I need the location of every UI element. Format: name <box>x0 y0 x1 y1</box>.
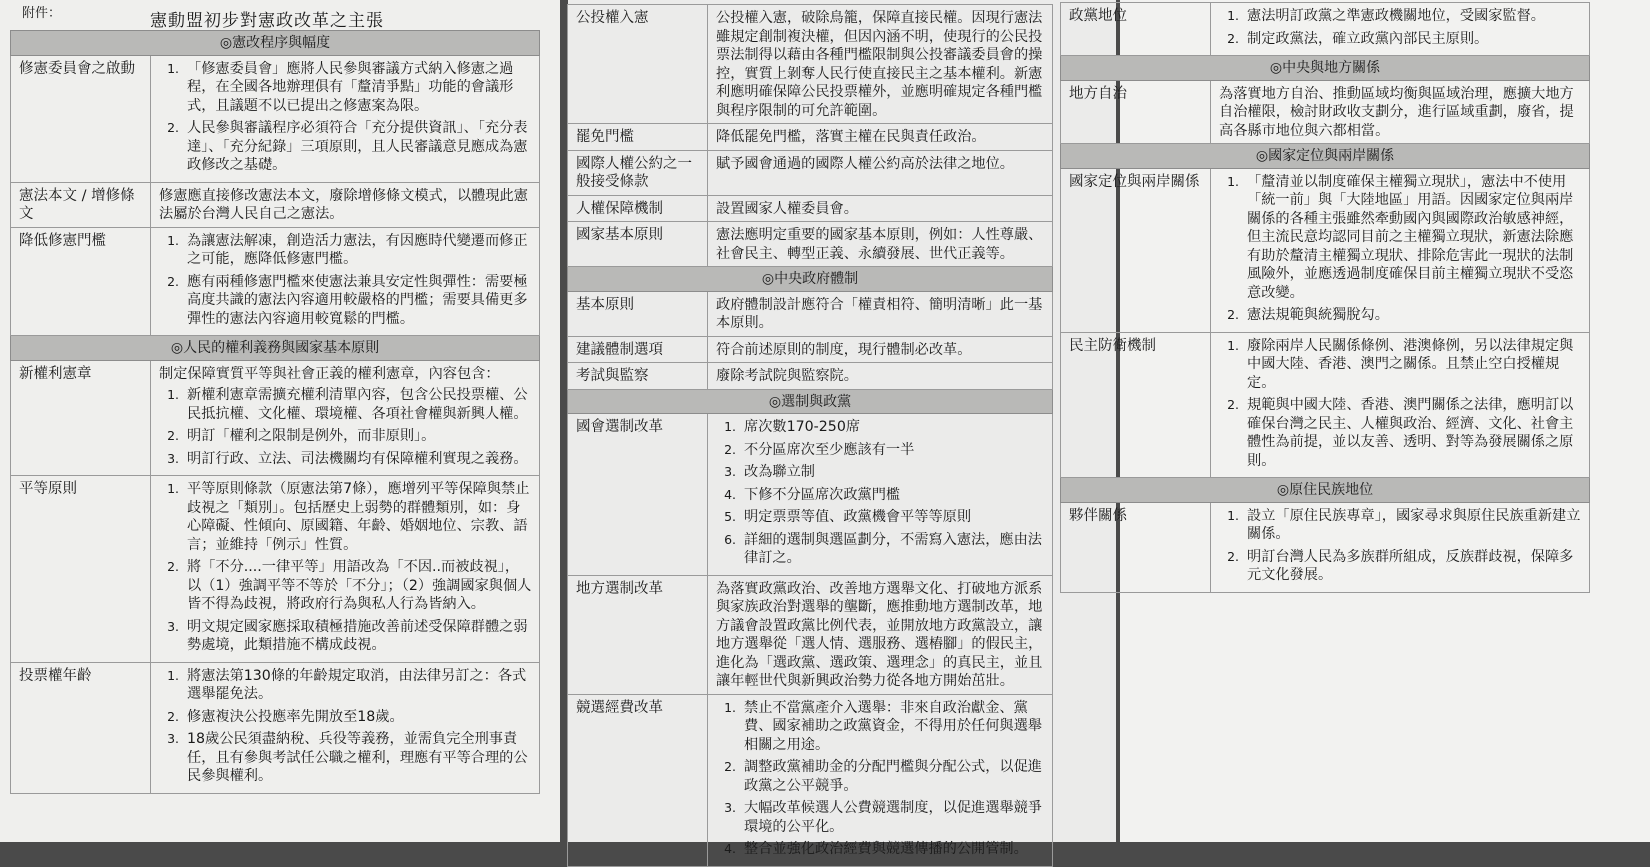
row-content: 為落實政黨政治、改善地方選舉文化、打破地方派系與家族政治對選舉的壟斷，應推動地方選制改革，地方議會設置政黨比例代表，並開放地方政黨設立，讓地方選舉從「選人情、選服務、選樁腳」的假民主，進化為「選政黨、選政策、選理念」的真民主，並且讓年輕世代與新興政治勢力從各地方開始茁壯。 <box>708 575 1053 694</box>
list-item: 2. 應有兩種修憲門檻來使憲法兼具安定性與彈性：需要極高度共識的憲法內容適用較嚴格的門檻；需要具備更多彈性的憲法內容適用較寬鬆的門檻。 <box>183 273 533 329</box>
section-header-row <box>11 336 540 361</box>
item-list <box>159 480 533 655</box>
item-list <box>716 418 1046 568</box>
row-content <box>151 55 540 182</box>
row-content: 政府體制設計應符合「權責相符、簡明清晰」此一基本原則。 <box>708 291 1053 336</box>
row-content: 公投權入憲，破除鳥籠，保障直接民權。因現行憲法雖規定創制複決權，但因內涵不明，使現行的公民投票法制得以藉由各種門檻限制與公投審議委員會的操控，實質上剝奪人民行使直接民主之基本權利。新憲利應明確保障公民投票權外，並應明確規定各種門檻與程序限制的可允許範圍。 <box>708 5 1053 124</box>
table-row <box>568 575 1053 694</box>
row-content: 設置國家人權委員會。 <box>708 195 1053 222</box>
table-row <box>1061 80 1590 144</box>
table-row <box>568 694 1053 866</box>
section-header: ◎憲改程序與幅度 <box>11 31 540 56</box>
item-list <box>1219 337 1583 471</box>
list-item: 3. 18歲公民須盡納稅、兵役等義務，並需負完全刑事責任，且有參與考試任公職之權利，理應有平等合理的公民參與權利。 <box>183 730 533 786</box>
section-header: ◎原住民族地位 <box>1061 478 1590 503</box>
list-item: 1. 廢除兩岸人民關係條例、港澳條例，另以法律規定與中國大陸、香港、澳門之關係。且禁止空白授權規定。 <box>1243 337 1583 393</box>
row-label: 建議體制選項 <box>568 336 708 363</box>
document-page-2 <box>568 0 1116 857</box>
row-content <box>708 694 1053 866</box>
row-label: 新權利憲章 <box>11 360 151 476</box>
table-row <box>11 227 540 336</box>
section-header: ◎選制與政黨 <box>568 389 1053 414</box>
row-label: 人權保障機制 <box>568 195 708 222</box>
list-item: 1. 新權利憲章需擴充權利清單內容，包含公民投票權、公民抵抗權、文化權、環境權、各項社會權與新興人權。 <box>183 386 533 423</box>
table-row <box>568 195 1053 222</box>
list-item: 1. 禁止不當黨產介入選舉：非來自政治獻金、黨費、國家補助之政黨資金，不得用於任何與選舉相關之用途。 <box>740 699 1046 755</box>
row-content: 降低罷免門檻，落實主權在民與責任政治。 <box>708 124 1053 151</box>
document-header <box>0 0 560 30</box>
table-row <box>568 291 1053 336</box>
item-list <box>1219 7 1583 48</box>
list-item: 1. 為讓憲法解凍，創造活力憲法，有因應時代變遷而修正之可能，應降低修憲門檻。 <box>183 232 533 269</box>
row-label: 地方選制改革 <box>568 575 708 694</box>
row-label: 國際人權公約之一般接受條款 <box>568 150 708 195</box>
table-row <box>568 414 1053 576</box>
list-item: 2. 調整政黨補助金的分配門檻與分配公式，以促進政黨之公平競爭。 <box>740 758 1046 795</box>
row-label: 罷免門檻 <box>568 124 708 151</box>
list-item: 2. 修憲複決公投應率先開放至18歲。 <box>183 708 533 727</box>
list-item: 6. 詳細的選制與選區劃分，不需寫入憲法，應由法律訂之。 <box>740 531 1046 568</box>
list-item: 2. 明訂「權利之限制是例外，而非原則」。 <box>183 427 533 446</box>
row-content <box>151 476 540 663</box>
row-content: 憲法應明定重要的國家基本原則，例如：人性尊嚴、社會民主、轉型正義、永續發展、世代正義等。 <box>708 222 1053 267</box>
section-header-row <box>568 389 1053 414</box>
list-item: 3. 明訂行政、立法、司法機關均有保障權利實現之義務。 <box>183 450 533 469</box>
row-content <box>151 360 540 476</box>
row-content: 賦予國會通過的國際人權公約高於法律之地位。 <box>708 150 1053 195</box>
list-item: 1. 平等原則條款（原憲法第7條），應增列平等保障與禁止歧視之「類別」。包括歷史上弱勢的群體類別，如：身心障礙、性傾向、原國籍、年齡、婚姻地位、宗教、語言；並維持「例示」性質。 <box>183 480 533 554</box>
section-header-row <box>1061 478 1590 503</box>
row-label: 平等原則 <box>11 476 151 663</box>
table-row <box>568 363 1053 390</box>
item-list <box>159 386 533 468</box>
list-item: 4. 整合並強化政治經費與競選傳播的公開管制。 <box>740 840 1046 859</box>
row-content: 修憲應直接修改憲法本文，廢除增修條文模式，以體現此憲法屬於台灣人民自己之憲法。 <box>151 182 540 227</box>
item-list <box>1219 173 1583 325</box>
list-item: 5. 明定票票等值、政黨機會平等等原則 <box>740 508 1046 527</box>
document-page-3 <box>1069 0 1650 842</box>
row-label: 競選經費改革 <box>568 694 708 866</box>
table-row <box>11 55 540 182</box>
list-item: 2. 制定政黨法，確立政黨內部民主原則。 <box>1243 30 1583 49</box>
list-item: 2. 憲法規範與統獨脫勾。 <box>1243 306 1583 325</box>
document-page-1 <box>0 0 560 842</box>
row-label: 國家基本原則 <box>568 222 708 267</box>
row-label: 降低修憲門檻 <box>11 227 151 336</box>
section-header-row <box>1061 144 1590 169</box>
list-item: 2. 將「不分....一律平等」用語改為「不因..而被歧視」，以（1）強調平等不等於「不分」；（2）強調國家與個人皆不得為歧視，將政府行為與私人行為皆納入。 <box>183 558 533 614</box>
row-label: 投票權年齡 <box>11 662 151 793</box>
row-content <box>151 662 540 793</box>
table-row <box>568 5 1053 124</box>
proposal-table <box>1060 2 1590 593</box>
row-content: 廢除考試院與監察院。 <box>708 363 1053 390</box>
row-label: 國會選制改革 <box>568 414 708 576</box>
list-item: 1. 「釐清並以制度確保主權獨立現狀」，憲法中不使用「統一前」與「大陸地區」用語。因國家定位與兩岸關係的各種主張雖然牽動國內與國際政治敏感神經，但主流民意均認同目前之主權獨立現狀，新憲法除應有助於釐清主權獨立現狀、排除危害此一現狀的法制風險外，並應透過制度確保目前主權獨立現狀不受恣意改變。 <box>1243 173 1583 303</box>
proposal-table <box>10 30 540 794</box>
section-header-row <box>568 267 1053 292</box>
row-content: 為落實地方自治、推動區域均衡與區域治理，應擴大地方自治權限，檢討財政收支劃分，進行區域重劃，廢省，提高各縣市地位與六都相當。 <box>1211 80 1590 144</box>
list-item: 2. 人民參與審議程序必須符合「充分提供資訊」、「充分表達」、「充分紀錄」三項原則，且人民審議意見應成為憲政修改之基礎。 <box>183 119 533 175</box>
row-intro: 制定保障實質平等與社會正義的權利憲章，內容包含： <box>159 365 500 382</box>
list-item: 2. 不分區席次至少應該有一半 <box>740 441 1046 460</box>
row-label: 公投權入憲 <box>568 5 708 124</box>
list-item: 3. 改為聯立制 <box>740 463 1046 482</box>
item-list <box>159 667 533 786</box>
section-header-row <box>1061 56 1590 81</box>
list-item: 3. 明文規定國家應採取積極措施改善前述受保障群體之弱勢處境，此類措施不構成歧視。 <box>183 618 533 655</box>
row-label: 修憲委員會之啟動 <box>11 55 151 182</box>
list-item: 1. 將憲法第130條的年齡規定取消，由法律另訂之：各式選舉罷免法。 <box>183 667 533 704</box>
item-list <box>716 699 1046 859</box>
section-header: ◎國家定位與兩岸關係 <box>1061 144 1590 169</box>
row-label: 考試與監察 <box>568 363 708 390</box>
table-row <box>568 150 1053 195</box>
row-content: 符合前述原則的制度，現行體制必改革。 <box>708 336 1053 363</box>
section-header: ◎中央與地方關係 <box>1061 56 1590 81</box>
section-header-row <box>11 31 540 56</box>
row-content <box>151 227 540 336</box>
table-row <box>568 336 1053 363</box>
table-row <box>568 124 1053 151</box>
row-label: 國家定位與兩岸關係 <box>1061 168 1211 332</box>
list-item: 1. 設立「原住民族專章」，國家尋求與原住民族重新建立關係。 <box>1243 507 1583 544</box>
row-label: 夥伴關係 <box>1061 502 1211 592</box>
row-label: 民主防衛機制 <box>1061 332 1211 478</box>
row-label: 政黨地位 <box>1061 3 1211 56</box>
section-header: ◎人民的權利義務與國家基本原則 <box>11 336 540 361</box>
row-label: 憲法本文 / 增修條文 <box>11 182 151 227</box>
section-header: ◎中央政府體制 <box>568 267 1053 292</box>
row-content <box>1211 3 1590 56</box>
table-row <box>11 360 540 476</box>
table-row <box>11 662 540 793</box>
list-item: 1. 席次數170-250席 <box>740 418 1046 437</box>
table-row <box>11 476 540 663</box>
list-item: 4. 下修不分區席次政黨門檻 <box>740 486 1046 505</box>
proposal-table <box>567 4 1053 867</box>
table-row <box>1061 332 1590 478</box>
row-label: 地方自治 <box>1061 80 1211 144</box>
list-item: 2. 規範與中國大陸、香港、澳門關係之法律，應明訂以確保台灣之民主、人權與政治、經濟、文化、社會主體性為前提，並以友善、透明、對等為發展關係之原則。 <box>1243 396 1583 470</box>
list-item: 3. 大幅改革候選人公費競選制度，以促進選舉競爭環境的公平化。 <box>740 799 1046 836</box>
row-content <box>1211 168 1590 332</box>
item-list <box>1219 507 1583 585</box>
document-title: 憲動盟初步對憲政改革之主張 <box>150 11 384 31</box>
table-row <box>1061 502 1590 592</box>
table-row <box>1061 3 1590 56</box>
table-row <box>568 222 1053 267</box>
row-content <box>708 414 1053 576</box>
annex-label: 附件： <box>22 6 62 21</box>
table-row <box>1061 168 1590 332</box>
row-content <box>1211 502 1590 592</box>
list-item: 1. 憲法明訂政黨之準憲政機關地位，受國家監督。 <box>1243 7 1583 26</box>
list-item: 2. 明訂台灣人民為多族群所組成，反族群歧視，保障多元文化發展。 <box>1243 548 1583 585</box>
item-list <box>159 232 533 329</box>
list-item: 1. 「修憲委員會」應將人民參與審議方式納入修憲之過程，在全國各地辦理俱有「釐清爭點」功能的會議形式，且議題不以已提出之修憲案為限。 <box>183 60 533 116</box>
item-list <box>159 60 533 175</box>
row-content <box>1211 332 1590 478</box>
table-row <box>11 182 540 227</box>
row-label: 基本原則 <box>568 291 708 336</box>
